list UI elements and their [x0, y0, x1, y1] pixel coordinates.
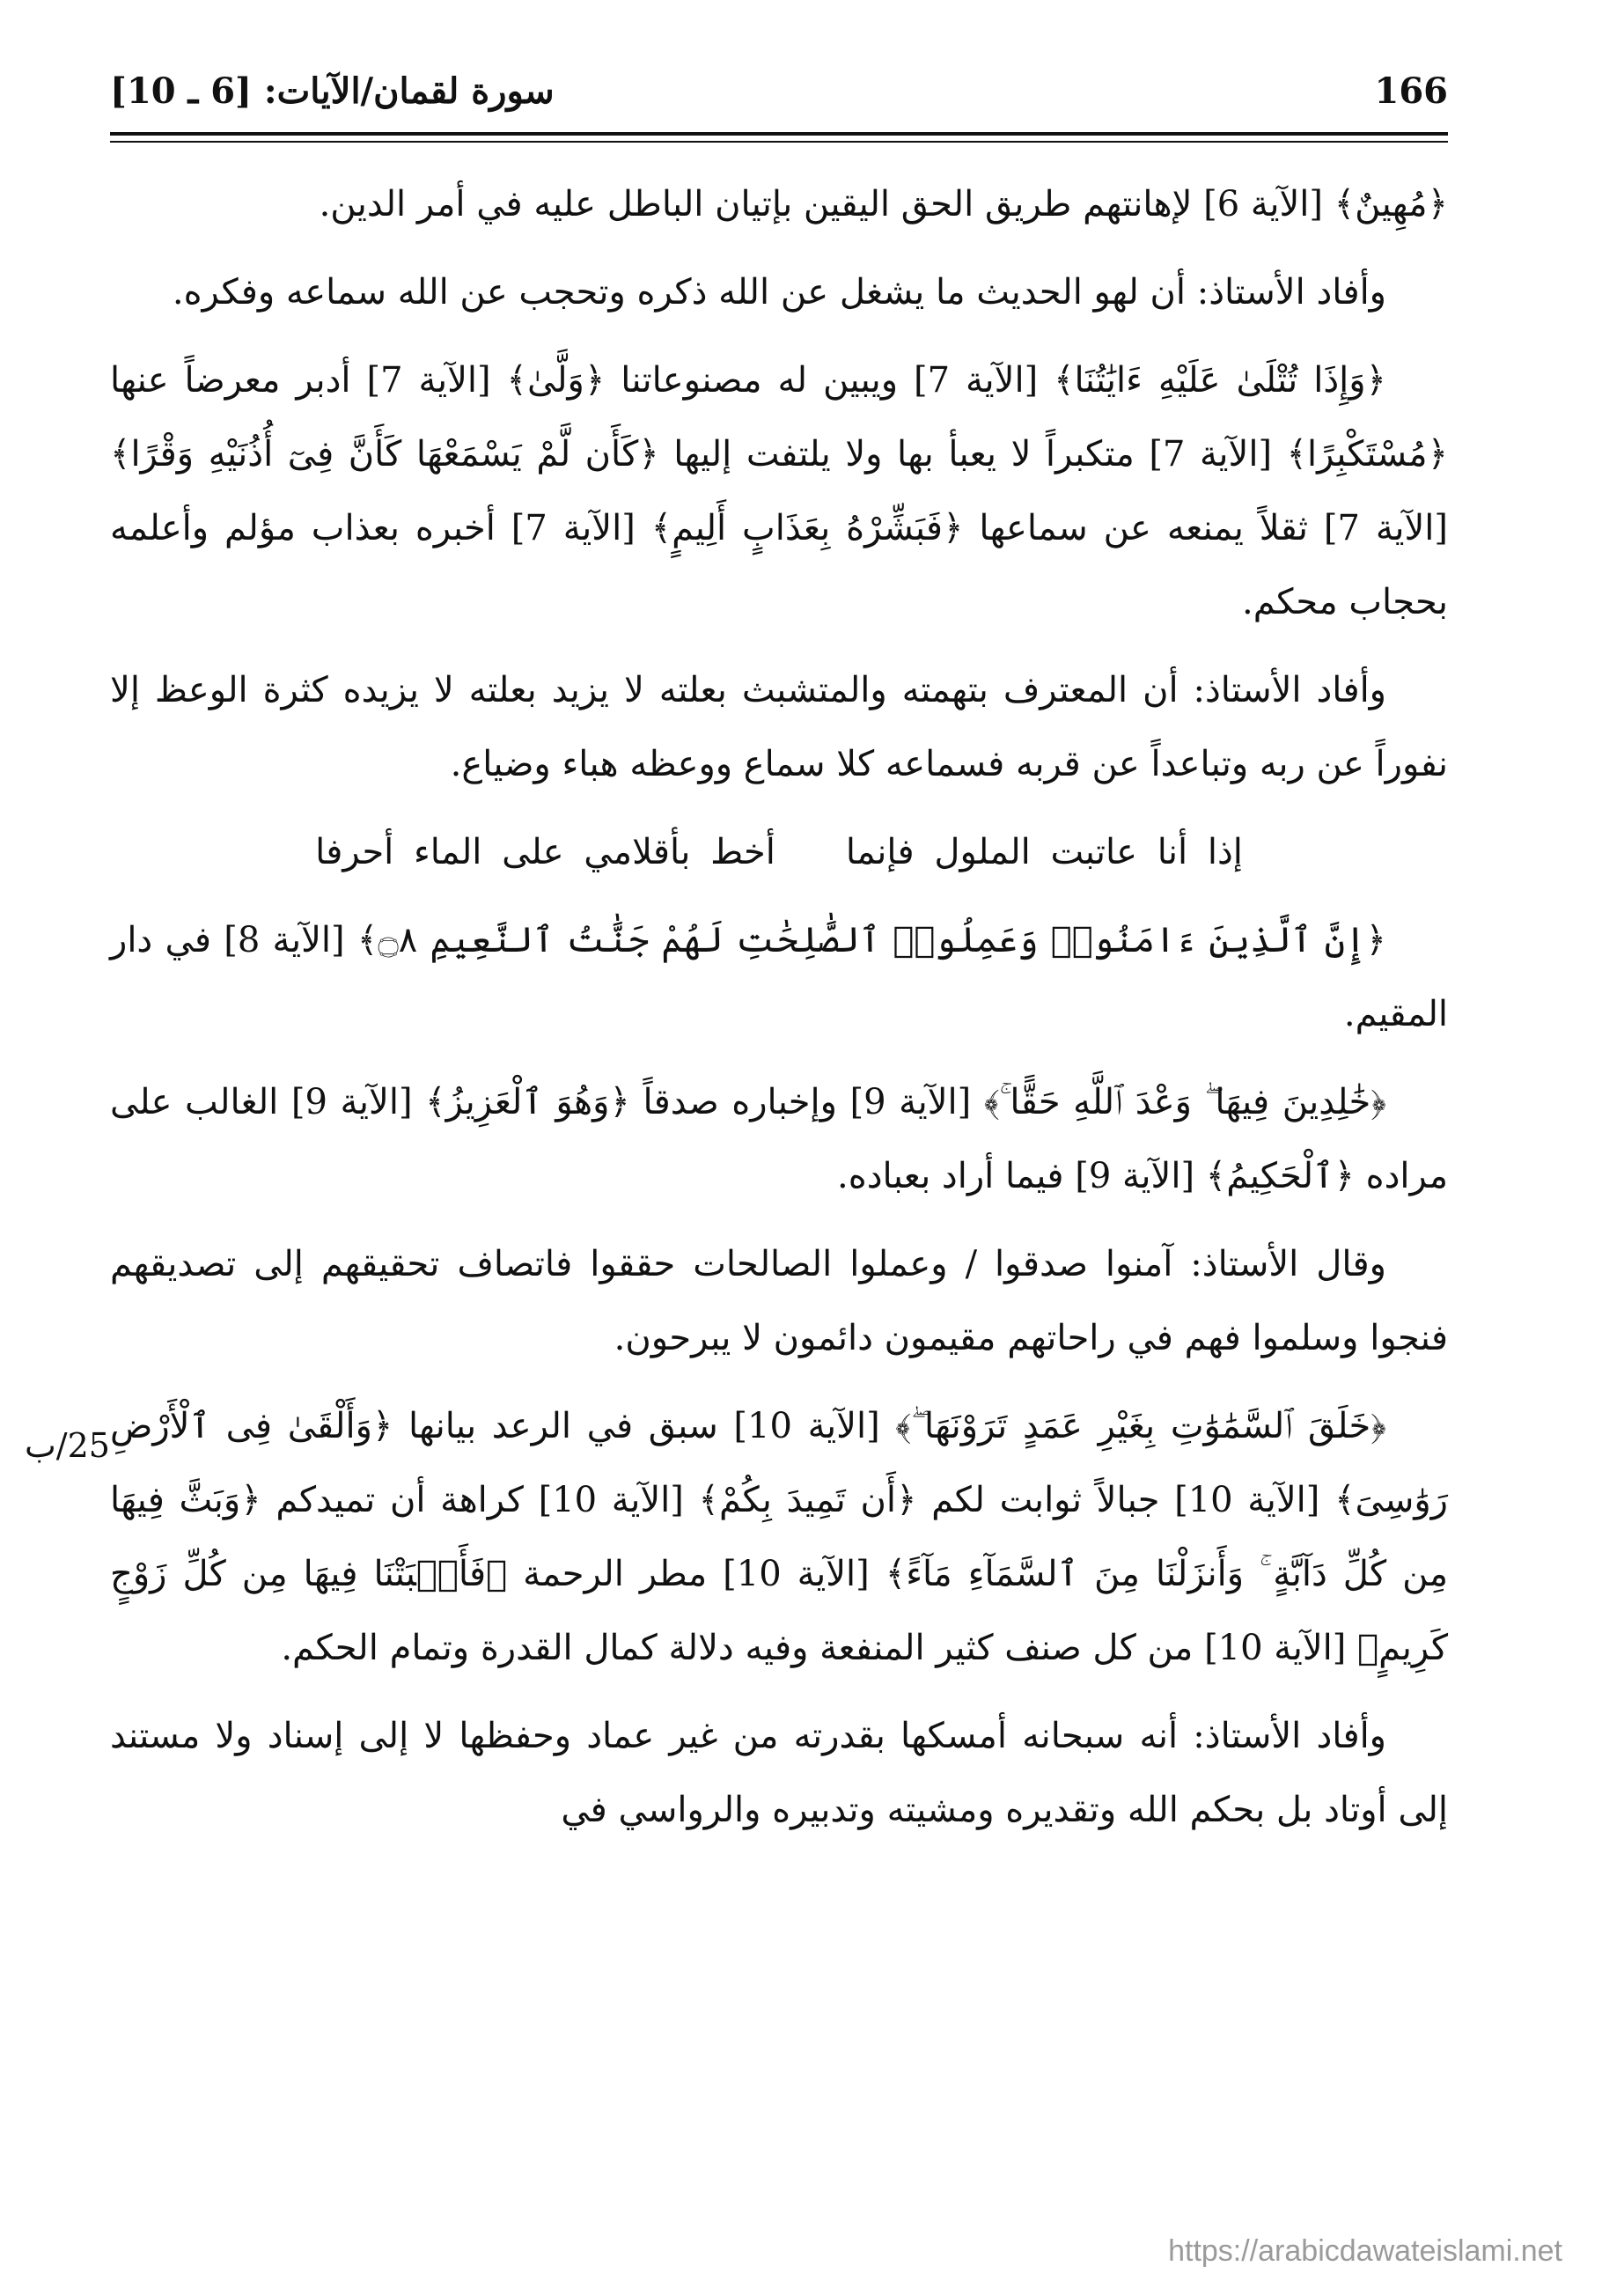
header-rule-thick: [110, 132, 1448, 136]
commentary-paragraph: وأفاد الأستاذ: أنه سبحانه أمسكها بقدرته من غير عماد وحفظها لا إلى إسناد ولا مستند إلى أوتاد بل بحكم الله وتقديره ومشيته وتدبيره والرواسي في: [110, 1716, 1448, 1830]
commentary-paragraph: وقال الأستاذ: آمنوا صدقوا / وعملوا الصالحات حققوا فاتصاف تحقيقهم إلى تصديقهم فنجوا وسلموا فهم في راحاتهم مقيمون دائمون لا يبرحون.: [110, 1244, 1448, 1358]
commentary-paragraph: ﴿وَإِذَا تُتْلَىٰ عَلَيْهِ ءَايَٰتُنَا﴾ [الآية 7] ويبين له مصنوعاتنا ﴿وَلَّىٰ﴾ [الآية 7] أدبر معرضاً عنها ﴿مُسْتَكْبِرًا﴾ [الآية 7] متكبراً لا يعبأ بها ولا يلتفت إليها ﴿كَأَن لَّمْ يَسْمَعْهَا كَأَنَّ فِىٓ أُذُنَيْهِ وَقْرًا﴾ [الآية 7] ثقلاً يمنعه عن سماعها ﴿فَبَشِّرْهُ بِعَذَابٍ أَلِيمٍ﴾ [الآية 7] أخبره بعذاب مؤلم وأعلمه بحجاب محكم.: [110, 360, 1449, 622]
commentary-paragraph: وأفاد الأستاذ: أن لهو الحديث ما يشغل عن الله ذكره وتحجب عن الله سماعه وفكره.: [172, 272, 1386, 313]
commentary-paragraph: وأفاد الأستاذ: أن المعترف بتهمته والمتشبث بعلته لا يزيد بعلته لا يزيده كثرة الوعظ إلا نفوراً عن ربه وتباعداً عن قربه فسماعه كلا سماع ووعظه هباء وضياع.: [110, 670, 1448, 784]
page-number: 166: [1374, 70, 1448, 112]
header-rule-thin: [110, 141, 1448, 143]
margin-folio-note: 25/ب: [25, 1426, 110, 1465]
verse-hemistich-second: أخط بأقلامي على الماء أحرفا: [315, 832, 775, 872]
running-title: سورة لقمان/الآيات: [6 ـ 10]: [110, 70, 555, 112]
verse-hemistich-first: إذا أنا عاتبت الملول فإنما: [845, 832, 1243, 872]
commentary-paragraph: ﴿خَلَقَ ٱلسَّمَٰوَٰتِ بِغَيْرِ عَمَدٍ تَرَوْنَهَا ۖ﴾ [الآية 10] سبق في الرعد بيانها ﴿وَأَلْقَىٰ فِى ٱلْأَرْضِ رَوَٰسِىَ﴾ [الآية 10] جبالاً ثوابت لكم ﴿أَن تَمِيدَ بِكُمْ﴾ [الآية 10] كراهة أن تميدكم ﴿وَبَثَّ فِيهَا مِن كُلِّ دَآبَّةٍ ۚ وَأَنزَلْنَا مِنَ ٱلسَّمَآءِ مَآءً﴾ [الآية 10] مطر الرحمة ﴿فَأَنۢبَتْنَا فِيهَا مِن كُلِّ زَوْجٍ كَرِيمٍ﴾ [الآية 10] من كل صنف كثير المنفعة وفيه دلالة كمال القدرة وتمام الحكم.: [110, 1406, 1449, 1668]
commentary-paragraph: ﴿إِنَّ ٱلَّذِينَ ءَامَنُوا۟ وَعَمِلُوا۟ ٱلصَّٰلِحَٰتِ لَهُمْ جَنَّٰتُ ٱلنَّعِيمِ ۝٨﴾ [الآية 8] في دار المقيم.: [110, 920, 1448, 1034]
page-header: [110, 70, 1448, 123]
poetry-verse: [110, 815, 1448, 889]
commentary-paragraph: ﴿خَٰلِدِينَ فِيهَا ۖ وَعْدَ ٱللَّهِ حَقًّا ۚ﴾ [الآية 9] وإخباره صدقاً ﴿وَهُوَ ٱلْعَزِيزُ﴾ [الآية 9] الغالب على مراده ﴿ٱلْحَكِيمُ﴾ [الآية 9] فيما أراد بعباده.: [110, 1082, 1448, 1196]
watermark-url: https://arabicdawateislami.net: [1168, 2234, 1562, 2268]
body-text: [110, 167, 1448, 1861]
commentary-paragraph: ﴿مُهِينٌ﴾ [الآية 6] لإهانتهم طريق الحق اليقين بإتيان الباطل عليه في أمر الدين.: [319, 184, 1448, 224]
